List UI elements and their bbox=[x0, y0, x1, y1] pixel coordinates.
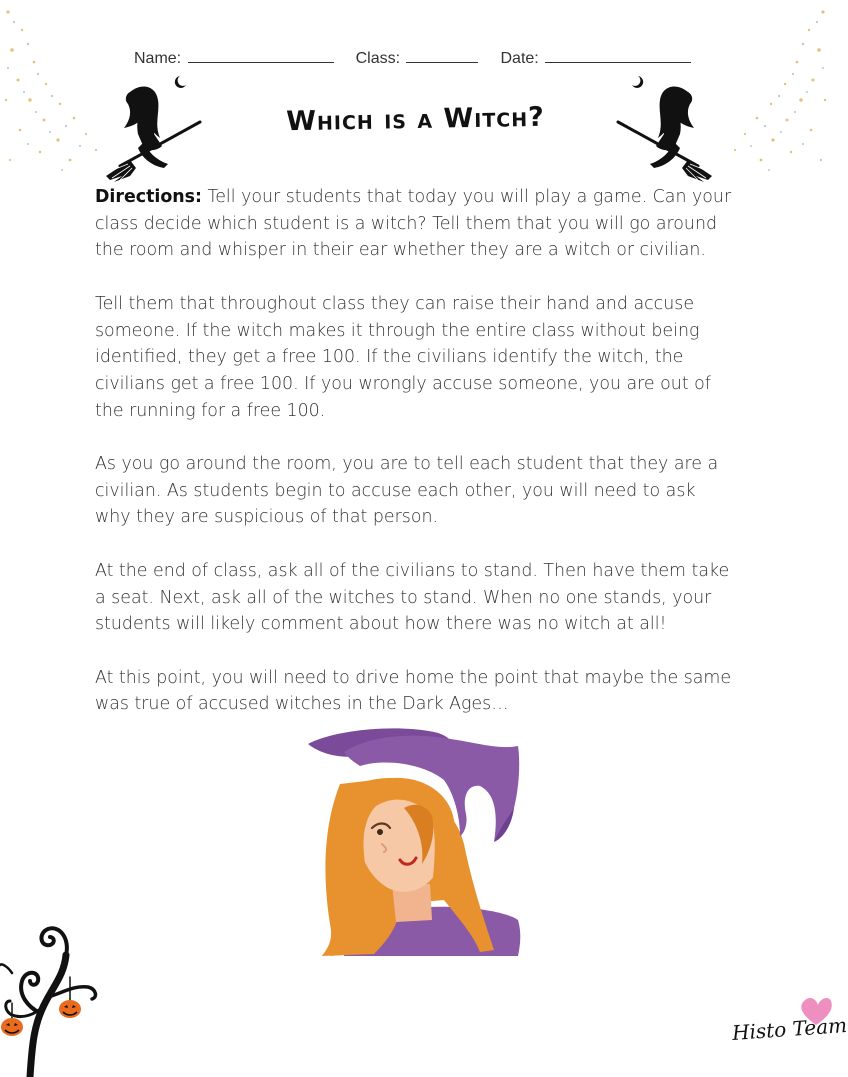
witch-girl-illustration bbox=[304, 724, 526, 956]
page-title: Which is a Witch? bbox=[285, 101, 546, 138]
name-field[interactable] bbox=[134, 48, 334, 68]
date-label: Date: bbox=[500, 50, 539, 67]
class-label: Class: bbox=[355, 50, 401, 67]
name-blank-line[interactable] bbox=[188, 48, 334, 63]
date-blank-line[interactable] bbox=[545, 48, 691, 63]
directions-paragraph bbox=[95, 184, 735, 264]
logo-text: Histo Team bbox=[731, 1013, 848, 1045]
paragraph-civilian: As you go around the room, you are to tell each student that they are a civilian. As students begin to accuse each other, you will need to ask why they are suspicious of that person. bbox=[95, 454, 719, 528]
header-fields bbox=[134, 48, 714, 68]
paragraph-stand: At the end of class, ask all of the civilians to stand. Then have them take a seat. Next, ask all of the witches to stand. When no one stands, your students will likely comment about how there was no witch at all! bbox=[95, 560, 730, 635]
directions-content bbox=[95, 184, 735, 745]
paragraph-accuse: Tell them that throughout class they can raise their hand and accuse someone. If the witch makes it through the entire class without being identified, they get a free 100. If the civilians identify the witch, the civilians get a free 100. If you wrongly accuse someone, you are out of the running for a free 100. bbox=[95, 293, 711, 421]
name-label: Name: bbox=[134, 50, 182, 67]
class-field[interactable] bbox=[356, 48, 479, 68]
sparkles-left-decoration bbox=[0, 0, 110, 190]
directions-label: Directions: bbox=[95, 187, 202, 207]
class-blank-line[interactable] bbox=[406, 48, 478, 63]
date-field[interactable] bbox=[500, 48, 691, 68]
sparkles-right-decoration bbox=[721, 0, 831, 190]
directions-text: Tell your students that today you will play a game. Can your class decide which student is a witch? Tell them that you will go around the room and whisper in their ear whether they are a witch or civilian. bbox=[95, 187, 732, 261]
spooky-tree-icon bbox=[0, 915, 100, 1077]
histo-team-logo bbox=[728, 995, 848, 1055]
paragraph-dark-ages: At this point, you will need to drive home the point that maybe the same was true of accused witches in the Dark Ages… bbox=[95, 667, 732, 715]
